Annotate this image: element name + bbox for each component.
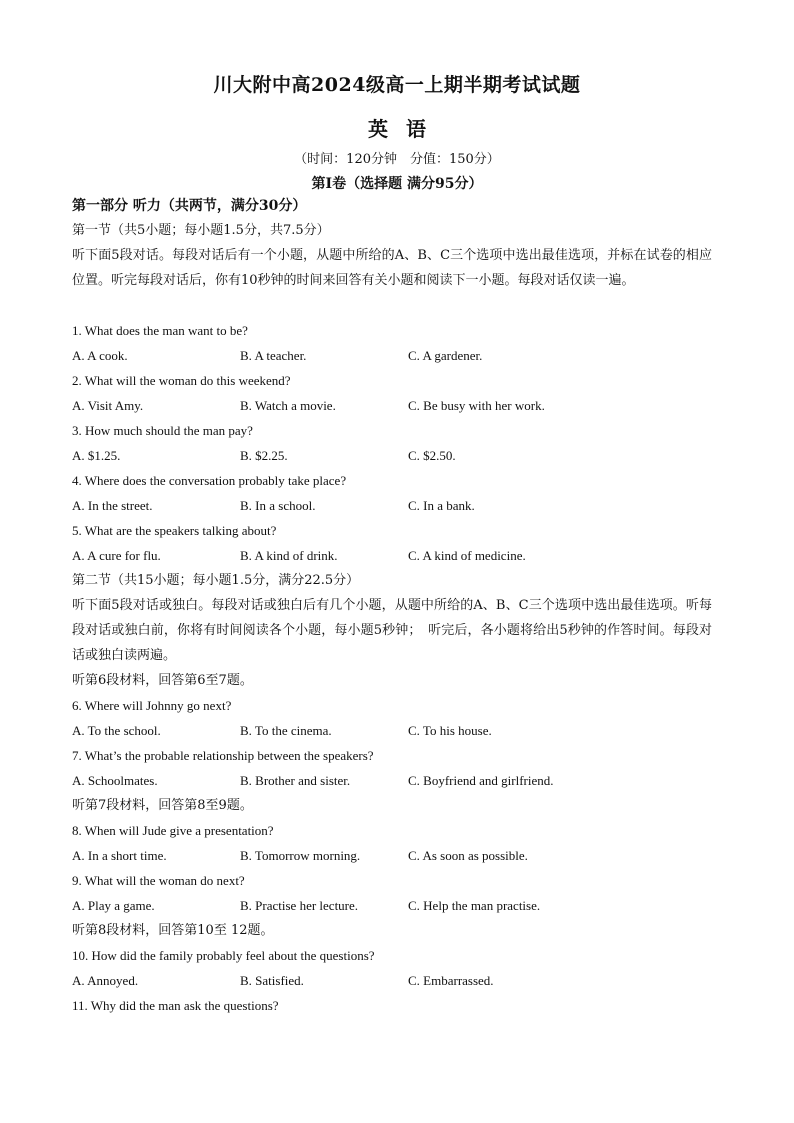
question-7: 7. What’s the probable relationship between the speakers? xyxy=(72,748,374,763)
question-11: 11. Why did the man ask the questions? xyxy=(72,998,279,1013)
question-1: 1. What does the man want to be? xyxy=(72,323,248,338)
material-8-instruction: 听第8段材料，回答第10至 12题。 xyxy=(72,923,274,938)
q8-option-b: B. Tomorrow morning. xyxy=(240,848,361,863)
q2-option-c: C. Be busy with her work. xyxy=(408,398,545,413)
q9-option-c: C. Help the man practise. xyxy=(408,898,541,913)
q10-option-a: A. Annoyed. xyxy=(72,973,139,988)
q6-option-b: B. To the cinema. xyxy=(240,723,332,738)
q10-option-c: C. Embarrassed. xyxy=(408,973,494,988)
q9-option-a: A. Play a game. xyxy=(72,898,155,913)
exam-title: 川大附中高2024级高一上期半期考试试题 xyxy=(213,74,581,96)
q9-option-b: B. Practise her lecture. xyxy=(240,898,359,913)
q7-option-b: B. Brother and sister. xyxy=(240,773,351,788)
question-9: 9. What will the woman do next? xyxy=(72,873,245,888)
part1-heading: 第一部分 听力（共两节，满分30分） xyxy=(72,198,307,214)
q8-option-c: C. As soon as possible. xyxy=(408,848,528,863)
q2-option-a: A. Visit Amy. xyxy=(72,398,144,413)
q6-option-a: A. To the school. xyxy=(72,723,161,738)
q5-option-b: B. A kind of drink. xyxy=(240,548,338,563)
subject-title: 英语 xyxy=(368,117,444,141)
q7-option-c: C. Boyfriend and girlfriend. xyxy=(408,773,554,788)
section1-instructions: 听下面5段对话。每段对话后有一个小题，从题中所给的A、B、C三个选项中选出最佳选项，并标在试卷的相应位置。听完每段对话后，你有10秒钟的时间来回答有关小题和阅读下一小题。每段对话仅读一遍。 xyxy=(72,248,712,288)
section1-heading: 第一节（共5小题；每小题1.5分，共7.5分） xyxy=(72,223,330,238)
material-7-instruction: 听第7段材料，回答第8至9题。 xyxy=(72,798,253,813)
q7-option-a: A. Schoolmates. xyxy=(72,773,158,788)
q4-option-b: B. In a school. xyxy=(240,498,316,513)
q1-option-b: B. A teacher. xyxy=(240,348,307,363)
volume-title: 第Ⅰ卷（选择题 满分95分） xyxy=(311,176,483,192)
q6-option-c: C. To his house. xyxy=(408,723,492,738)
question-8: 8. When will Jude give a presentation? xyxy=(72,823,274,838)
section2-heading: 第二节（共15小题；每小题1.5分，满分22.5分） xyxy=(72,573,360,588)
question-5: 5. What are the speakers talking about? xyxy=(72,523,277,538)
q3-option-a: A. $1.25. xyxy=(72,448,121,463)
q10-option-b: B. Satisfied. xyxy=(240,973,304,988)
q5-option-a: A. A cure for flu. xyxy=(72,548,161,563)
q3-option-c: C. $2.50. xyxy=(408,448,456,463)
q4-option-a: A. In the street. xyxy=(72,498,153,513)
question-4: 4. Where does the conversation probably take place? xyxy=(72,473,347,488)
question-2: 2. What will the woman do this weekend? xyxy=(72,373,291,388)
material-6-instruction: 听第6段材料，回答第6至7题。 xyxy=(72,673,253,688)
exam-time-score-info: （时间：120分钟 分值：150分） xyxy=(294,152,500,167)
q8-option-a: A. In a short time. xyxy=(72,848,167,863)
question-6: 6. Where will Johnny go next? xyxy=(72,698,232,713)
question-3: 3. How much should the man pay? xyxy=(72,423,253,438)
section2-instructions: 听下面5段对话或独白。每段对话或独白后有几个小题，从题中所给的A、B、C三个选项中选出最佳选项。听每段对话或独白前，你将有时间阅读各个小题，每小题5秒钟； 听完后，各小题将给出5秒钟的作答时间。每段对话或独白读两遍。 xyxy=(72,598,712,663)
q1-option-a: A. A cook. xyxy=(72,348,128,363)
q4-option-c: C. In a bank. xyxy=(408,498,475,513)
q2-option-b: B. Watch a movie. xyxy=(240,398,336,413)
q3-option-b: B. $2.25. xyxy=(240,448,288,463)
q1-option-c: C. A gardener. xyxy=(408,348,483,363)
q5-option-c: C. A kind of medicine. xyxy=(408,548,526,563)
question-10: 10. How did the family probably feel about the questions? xyxy=(72,948,375,963)
